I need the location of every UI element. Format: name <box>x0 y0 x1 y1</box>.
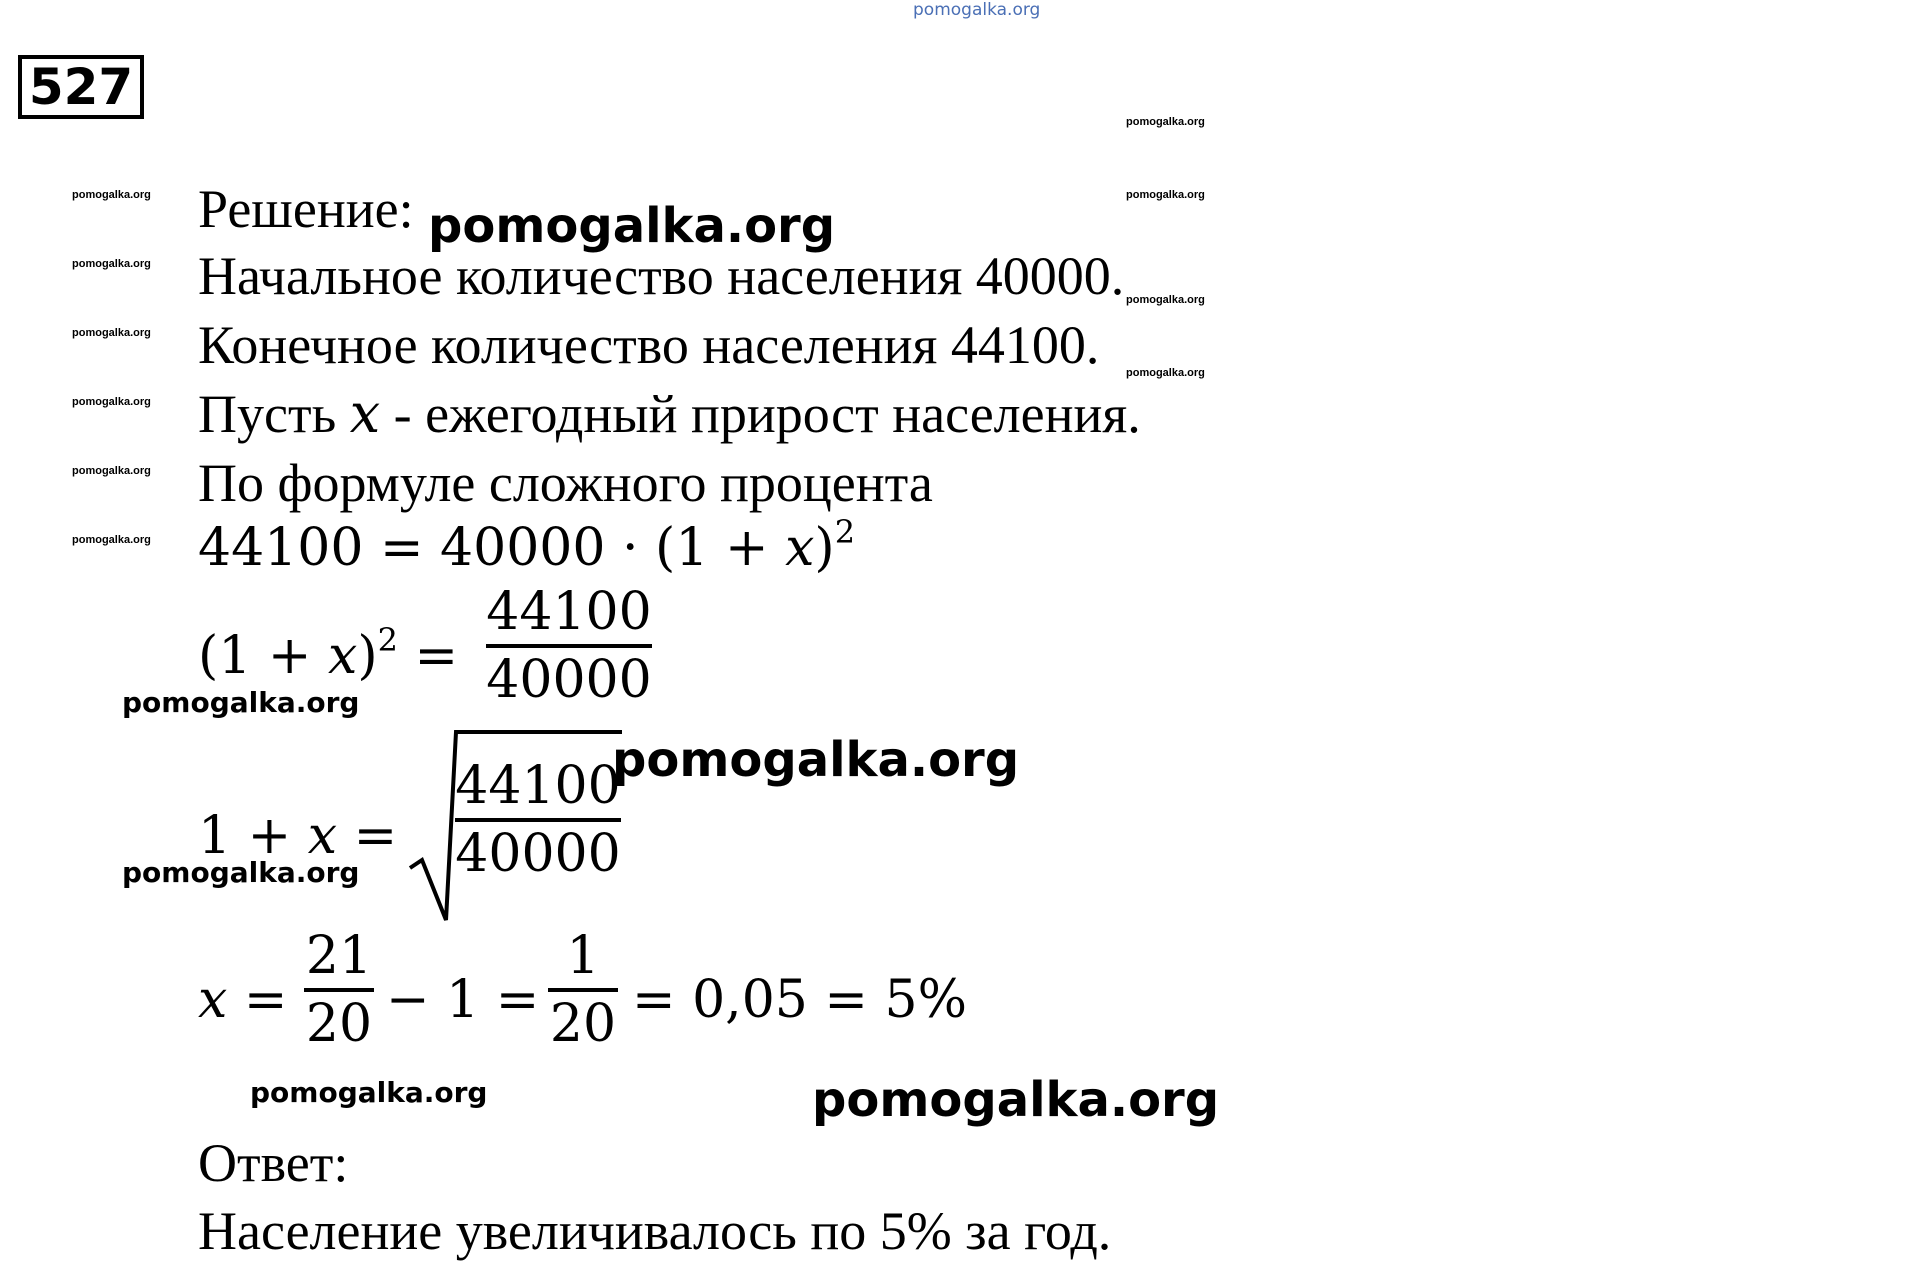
watermark-small: pomogalka.org <box>72 396 151 408</box>
solution-line-3 <box>198 382 1141 445</box>
equation-2-lhs <box>198 621 459 686</box>
line3-prefix: Пусть <box>198 384 350 444</box>
watermark-small: pomogalka.org <box>72 258 151 270</box>
watermark-top: pomogalka.org <box>913 0 1041 20</box>
numerator: 44100 <box>455 756 621 816</box>
solution-heading: Решение: <box>198 179 414 239</box>
equation-4-mid: − 1 = <box>386 970 540 1030</box>
watermark-large: pomogalka.org <box>612 732 1020 788</box>
watermark-small: pomogalka.org <box>1126 294 1205 306</box>
watermark-small: pomogalka.org <box>72 189 151 201</box>
solution-line-1: Начальное количество населения 40000. <box>198 246 1125 306</box>
variable-x: x <box>785 518 815 578</box>
equation-1 <box>198 513 856 578</box>
denominator: 20 <box>549 994 617 1054</box>
watermark-medium: pomogalka.org <box>122 856 360 889</box>
line3-suffix: - ежегодный прирост населения. <box>380 384 1141 444</box>
numerator: 1 <box>566 926 600 986</box>
watermark-large: pomogalka.org <box>428 198 836 254</box>
problem-number: 527 <box>28 58 134 116</box>
fraction-eq3 <box>455 756 621 884</box>
exponent: 2 <box>377 621 398 659</box>
equation-4-tail: = 0,05 = 5% <box>632 970 968 1030</box>
watermark-small: pomogalka.org <box>72 534 151 546</box>
watermark-small: pomogalka.org <box>1126 116 1205 128</box>
equals-sign: = <box>227 970 288 1030</box>
denominator: 20 <box>305 994 373 1054</box>
variable-x: x <box>328 626 358 686</box>
fraction-1-20 <box>548 926 618 1054</box>
variable-x: x <box>349 382 381 445</box>
eq3-lhs: 1 + <box>198 806 308 866</box>
denominator: 40000 <box>455 824 621 884</box>
exponent: 2 <box>834 513 856 551</box>
answer-heading: Ответ: <box>198 1133 349 1193</box>
watermark-small: pomogalka.org <box>72 465 151 477</box>
watermark-medium: pomogalka.org <box>250 1076 488 1109</box>
eq2-close: ) <box>357 626 378 686</box>
fraction-21-20 <box>304 926 374 1054</box>
equation-3-lhs <box>198 806 398 866</box>
variable-x: x <box>198 970 228 1030</box>
solution-line-2: Конечное количество населения 44100. <box>198 315 1100 375</box>
watermark-small: pomogalka.org <box>1126 367 1205 379</box>
watermark-small: pomogalka.org <box>72 327 151 339</box>
watermark-medium: pomogalka.org <box>122 686 360 719</box>
eq1-close: ) <box>814 518 835 578</box>
eq2-open: (1 + <box>198 626 328 686</box>
answer-text: Население увеличивалось по 5% за год. <box>198 1201 1112 1261</box>
equation-4-lhs <box>198 970 288 1030</box>
equals-sign: = <box>337 806 398 866</box>
variable-x: x <box>307 806 338 866</box>
problem-number-box <box>18 55 144 119</box>
numerator: 21 <box>305 926 373 986</box>
equals-sign: = <box>397 626 459 686</box>
fraction-eq2 <box>486 582 652 710</box>
solution-line-4: По формуле сложного процента <box>198 453 933 513</box>
watermark-large: pomogalka.org <box>812 1072 1220 1128</box>
denominator: 40000 <box>486 650 652 710</box>
numerator: 44100 <box>486 582 652 642</box>
eq1-lhs: 44100 = 40000 · (1 + <box>198 518 786 578</box>
watermark-small: pomogalka.org <box>1126 189 1205 201</box>
